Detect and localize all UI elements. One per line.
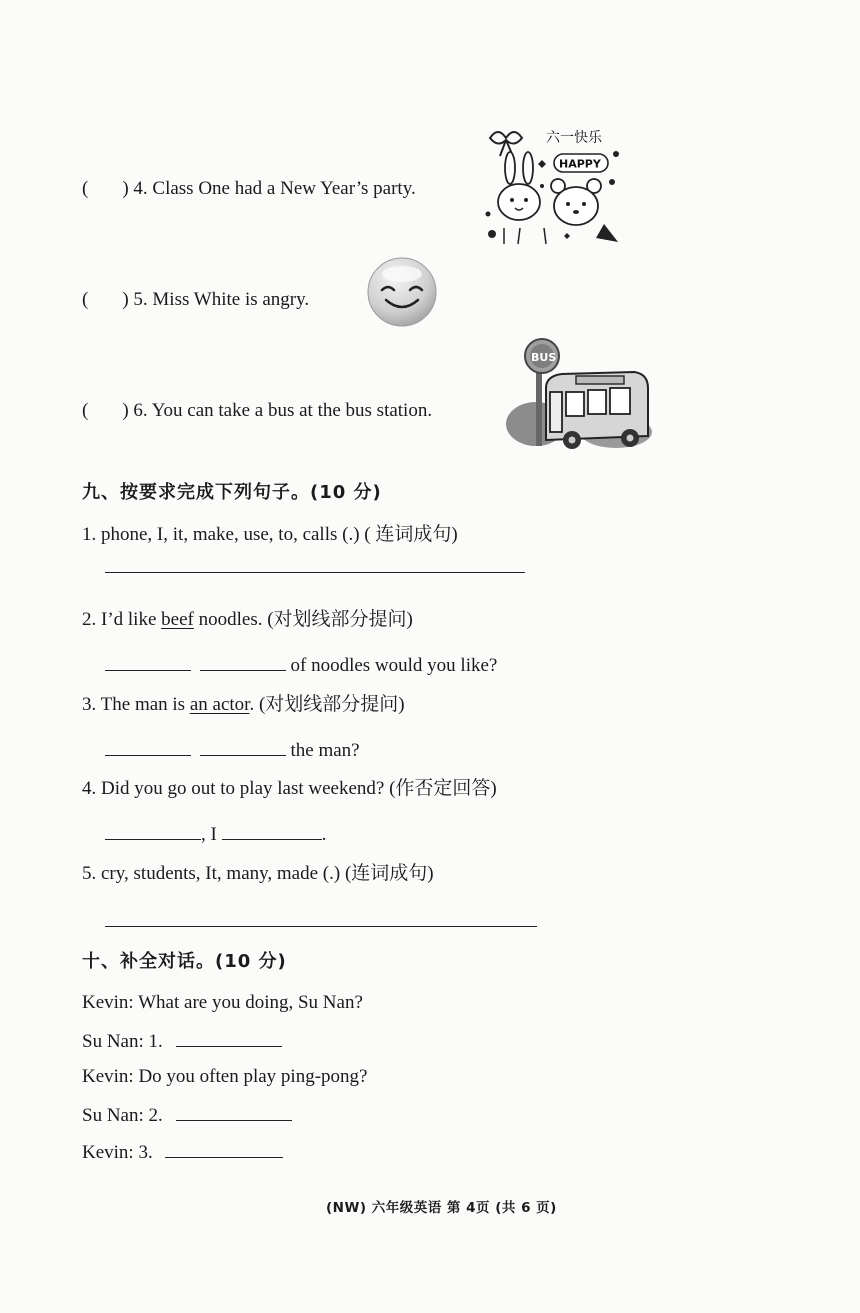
party-icon bbox=[484, 124, 624, 246]
answer-paren[interactable]: ( bbox=[82, 289, 89, 310]
underlined-word: an actor bbox=[189, 694, 250, 715]
smiley-face-icon bbox=[366, 256, 438, 328]
bus-station-illustration bbox=[506, 336, 652, 456]
question-9-3: 3. The man is an actor. (对划线部分提问) bbox=[82, 694, 405, 715]
page-footer: (NW) 六年级英语 第 4页 (共 6 页) bbox=[326, 1200, 557, 1216]
underlined-word: beef bbox=[161, 609, 194, 630]
dialogue-line: Kevin: 3. bbox=[82, 1139, 283, 1165]
answer-blank[interactable] bbox=[176, 1028, 282, 1047]
answer-9-3: the man? bbox=[105, 737, 360, 763]
answer-blank[interactable] bbox=[105, 821, 201, 840]
section-10-title: 十、补全对话。(10 分) bbox=[82, 951, 287, 972]
answer-blank[interactable] bbox=[222, 821, 322, 840]
answer-paren[interactable]: ( bbox=[82, 178, 89, 199]
answer-9-2: of noodles would you like? bbox=[105, 652, 497, 678]
judge-item-text: ) 6. You can take a bus at the bus station. bbox=[122, 400, 433, 421]
judge-item-4 bbox=[82, 177, 416, 201]
dialogue-line: Kevin: Do you often play ping-pong? bbox=[82, 1066, 368, 1087]
party-illustration bbox=[484, 124, 624, 246]
question-9-2: 2. I’d like beef noodles. (对划线部分提问) bbox=[82, 609, 413, 630]
answer-blank[interactable] bbox=[105, 737, 191, 756]
dialogue-line: Su Nan: 1. bbox=[82, 1028, 282, 1054]
party-caption: 六一快乐 bbox=[546, 130, 602, 146]
answer-line-9-1[interactable] bbox=[105, 572, 525, 573]
question-9-4: 4. Did you go out to play last weekend? (作否定回答) bbox=[82, 778, 497, 799]
answer-blank[interactable] bbox=[200, 652, 286, 671]
answer-line-9-5[interactable] bbox=[105, 926, 537, 927]
answer-paren[interactable]: ( bbox=[82, 400, 89, 421]
judge-item-5 bbox=[82, 288, 309, 312]
answer-blank[interactable] bbox=[105, 652, 191, 671]
answer-blank[interactable] bbox=[165, 1139, 283, 1158]
judge-item-text: ) 5. Miss White is angry. bbox=[122, 289, 310, 310]
question-9-1: 1. phone, I, it, make, use, to, calls (.) ( 连词成句) bbox=[82, 524, 458, 545]
dialogue-line: Kevin: What are you doing, Su Nan? bbox=[82, 992, 363, 1013]
bus-icon bbox=[506, 336, 652, 456]
answer-blank[interactable] bbox=[200, 737, 286, 756]
party-badge-text: HAPPY bbox=[559, 157, 601, 171]
answer-9-4: , I . bbox=[105, 821, 326, 847]
judge-item-text: ) 4. Class One had a New Year’s party. bbox=[122, 178, 416, 199]
answer-blank[interactable] bbox=[176, 1102, 292, 1121]
judge-item-6 bbox=[82, 399, 432, 423]
bus-sign-text: BUS bbox=[531, 351, 557, 364]
smiley-illustration bbox=[366, 256, 438, 328]
dialogue-line: Su Nan: 2. bbox=[82, 1102, 292, 1128]
question-9-5: 5. cry, students, It, many, made (.) (连词成句) bbox=[82, 863, 434, 884]
section-9-title: 九、按要求完成下列句子。(10 分) bbox=[82, 482, 382, 503]
